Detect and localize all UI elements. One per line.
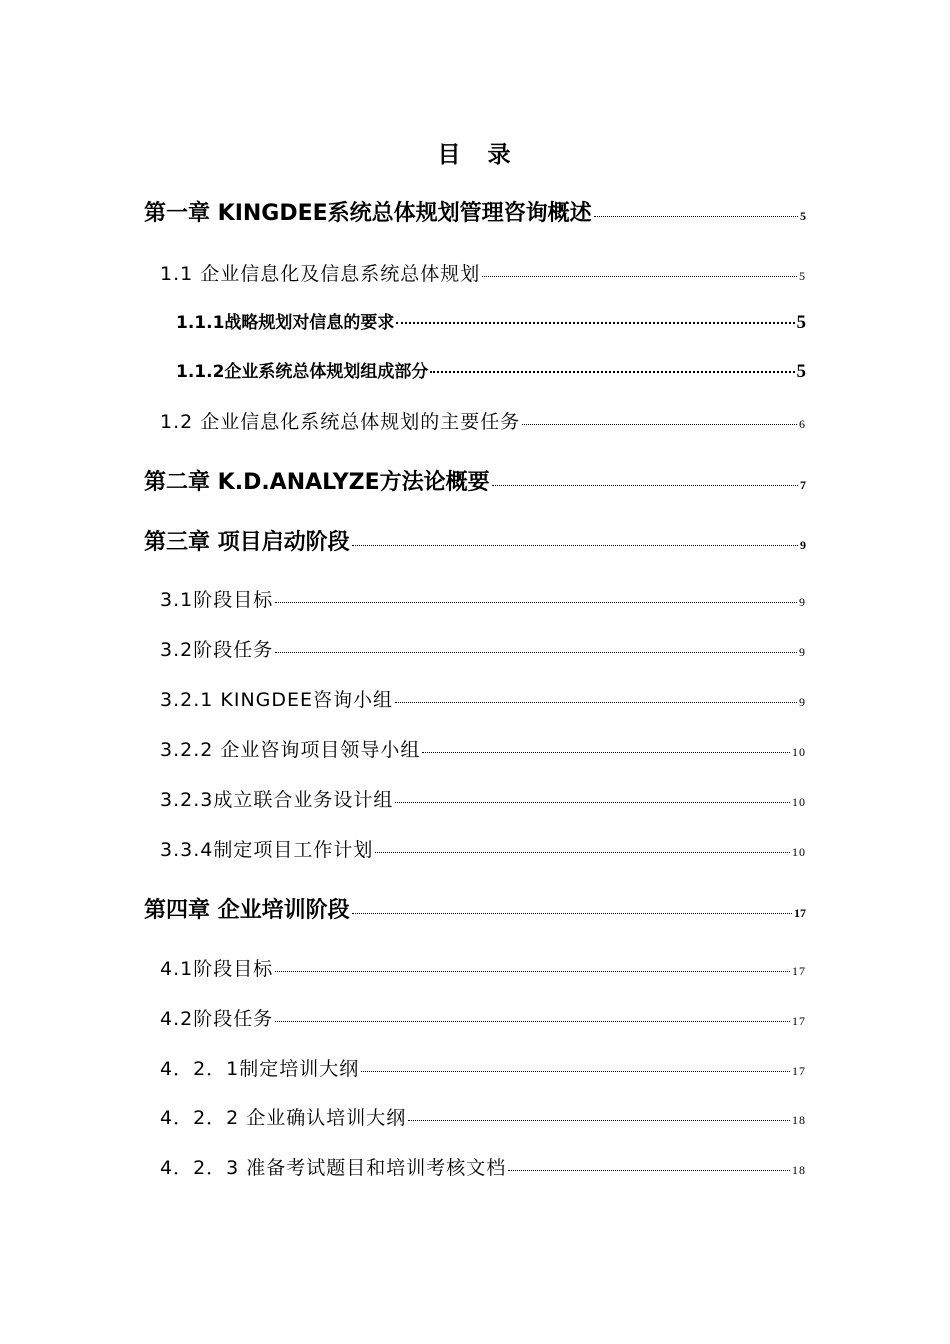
dot-leader xyxy=(482,276,797,277)
dot-leader xyxy=(275,1021,790,1022)
dot-leader xyxy=(275,971,790,972)
dot-leader xyxy=(352,545,798,546)
dot-leader xyxy=(275,652,797,653)
dot-leader xyxy=(375,852,790,853)
toc-page-number: 17 xyxy=(794,906,806,920)
dot-leader xyxy=(508,1170,790,1171)
toc-page-number: 10 xyxy=(792,845,806,859)
toc-entry-label: 1.2 企业信息化系统总体规划的主要任务 xyxy=(160,411,521,433)
toc-entry-chapter-1[interactable] xyxy=(144,196,806,227)
toc-entry-3-2[interactable] xyxy=(160,635,806,662)
toc-entry-3-2-2[interactable] xyxy=(160,735,806,762)
dot-leader xyxy=(594,216,798,217)
toc-entry-label: 4．2．1制定培训大纲 xyxy=(160,1058,360,1080)
dot-leader xyxy=(430,371,794,373)
toc-entry-label: 4.2阶段任务 xyxy=(160,1008,274,1030)
dot-leader xyxy=(361,1071,790,1072)
toc-page-number: 9 xyxy=(800,538,806,552)
toc-entry-label: 4．2．2 企业确认培训大纲 xyxy=(160,1107,407,1129)
toc-entry-label: 1.1.2企业系统总体规划组成部分 xyxy=(176,362,429,382)
toc-entry-3-3-4[interactable] xyxy=(160,835,806,862)
toc-page-number: 18 xyxy=(792,1163,806,1177)
dot-leader xyxy=(395,702,797,703)
toc-page-number: 5 xyxy=(796,361,806,382)
toc-entry-label: 第二章 K.D.ANALYZE方法论概要 xyxy=(144,470,490,495)
toc-entry-4-2[interactable] xyxy=(160,1004,806,1031)
toc-entry-1-1-1[interactable] xyxy=(176,308,806,334)
dot-leader xyxy=(522,424,797,425)
toc-entry-chapter-3[interactable] xyxy=(144,525,806,556)
toc-entry-chapter-4[interactable] xyxy=(144,893,806,924)
toc-page-number: 7 xyxy=(800,478,806,492)
toc-entry-4-2-3[interactable] xyxy=(160,1153,806,1180)
toc-entry-1-1[interactable] xyxy=(160,259,806,286)
toc-entry-3-1[interactable] xyxy=(160,585,806,612)
dot-leader xyxy=(408,1120,790,1121)
toc-page-number: 5 xyxy=(796,312,806,333)
toc-page-number: 6 xyxy=(799,417,806,431)
toc-entry-chapter-2[interactable] xyxy=(144,465,806,496)
toc-page-number: 9 xyxy=(799,695,806,709)
toc-page-number: 17 xyxy=(792,964,806,978)
toc-page-number: 10 xyxy=(792,795,806,809)
dot-leader xyxy=(275,602,797,603)
toc-entry-label: 4.1阶段目标 xyxy=(160,958,274,980)
toc-entry-3-2-1[interactable] xyxy=(160,685,806,712)
toc-page-number: 5 xyxy=(800,209,806,223)
dot-leader xyxy=(492,485,798,486)
toc-entry-4-1[interactable] xyxy=(160,954,806,981)
toc-entry-1-1-2[interactable] xyxy=(176,357,806,383)
toc-entry-label: 3.1阶段目标 xyxy=(160,589,274,611)
toc-entry-label: 3.2.1 KINGDEE咨询小组 xyxy=(160,689,394,711)
toc-entry-label: 1.1.1战略规划对信息的要求 xyxy=(176,313,395,333)
toc-page-number: 9 xyxy=(799,595,806,609)
toc-page-number: 18 xyxy=(792,1113,806,1127)
dot-leader xyxy=(422,752,790,753)
toc-entry-4-2-2[interactable] xyxy=(160,1103,806,1130)
toc-entry-label: 第三章 项目启动阶段 xyxy=(144,530,350,555)
toc-title: 目 录 xyxy=(437,142,513,168)
toc-entry-label: 3.2阶段任务 xyxy=(160,639,274,661)
toc-page-number: 17 xyxy=(792,1064,806,1078)
toc-entry-label: 第一章 KINGDEE系统总体规划管理咨询概述 xyxy=(144,201,592,226)
toc-page-number: 9 xyxy=(799,645,806,659)
dot-leader xyxy=(395,802,790,803)
toc-entry-label: 1.1 企业信息化及信息系统总体规划 xyxy=(160,263,481,285)
toc-entry-label: 4．2．3 准备考试题目和培训考核文档 xyxy=(160,1157,507,1179)
toc-page-number: 10 xyxy=(792,745,806,759)
toc-entry-label: 3.3.4制定项目工作计划 xyxy=(160,839,374,861)
toc-page-number: 17 xyxy=(792,1014,806,1028)
toc-entry-1-2[interactable] xyxy=(160,407,806,434)
dot-leader xyxy=(352,913,792,914)
toc-entry-label: 3.2.3成立联合业务设计组 xyxy=(160,789,394,811)
toc-entry-label: 第四章 企业培训阶段 xyxy=(144,898,350,923)
dot-leader xyxy=(396,322,794,324)
toc-entry-4-2-1[interactable] xyxy=(160,1054,806,1081)
toc-entry-label: 3.2.2 企业咨询项目领导小组 xyxy=(160,739,421,761)
toc-entry-3-2-3[interactable] xyxy=(160,785,806,812)
toc-page-number: 5 xyxy=(799,269,806,283)
